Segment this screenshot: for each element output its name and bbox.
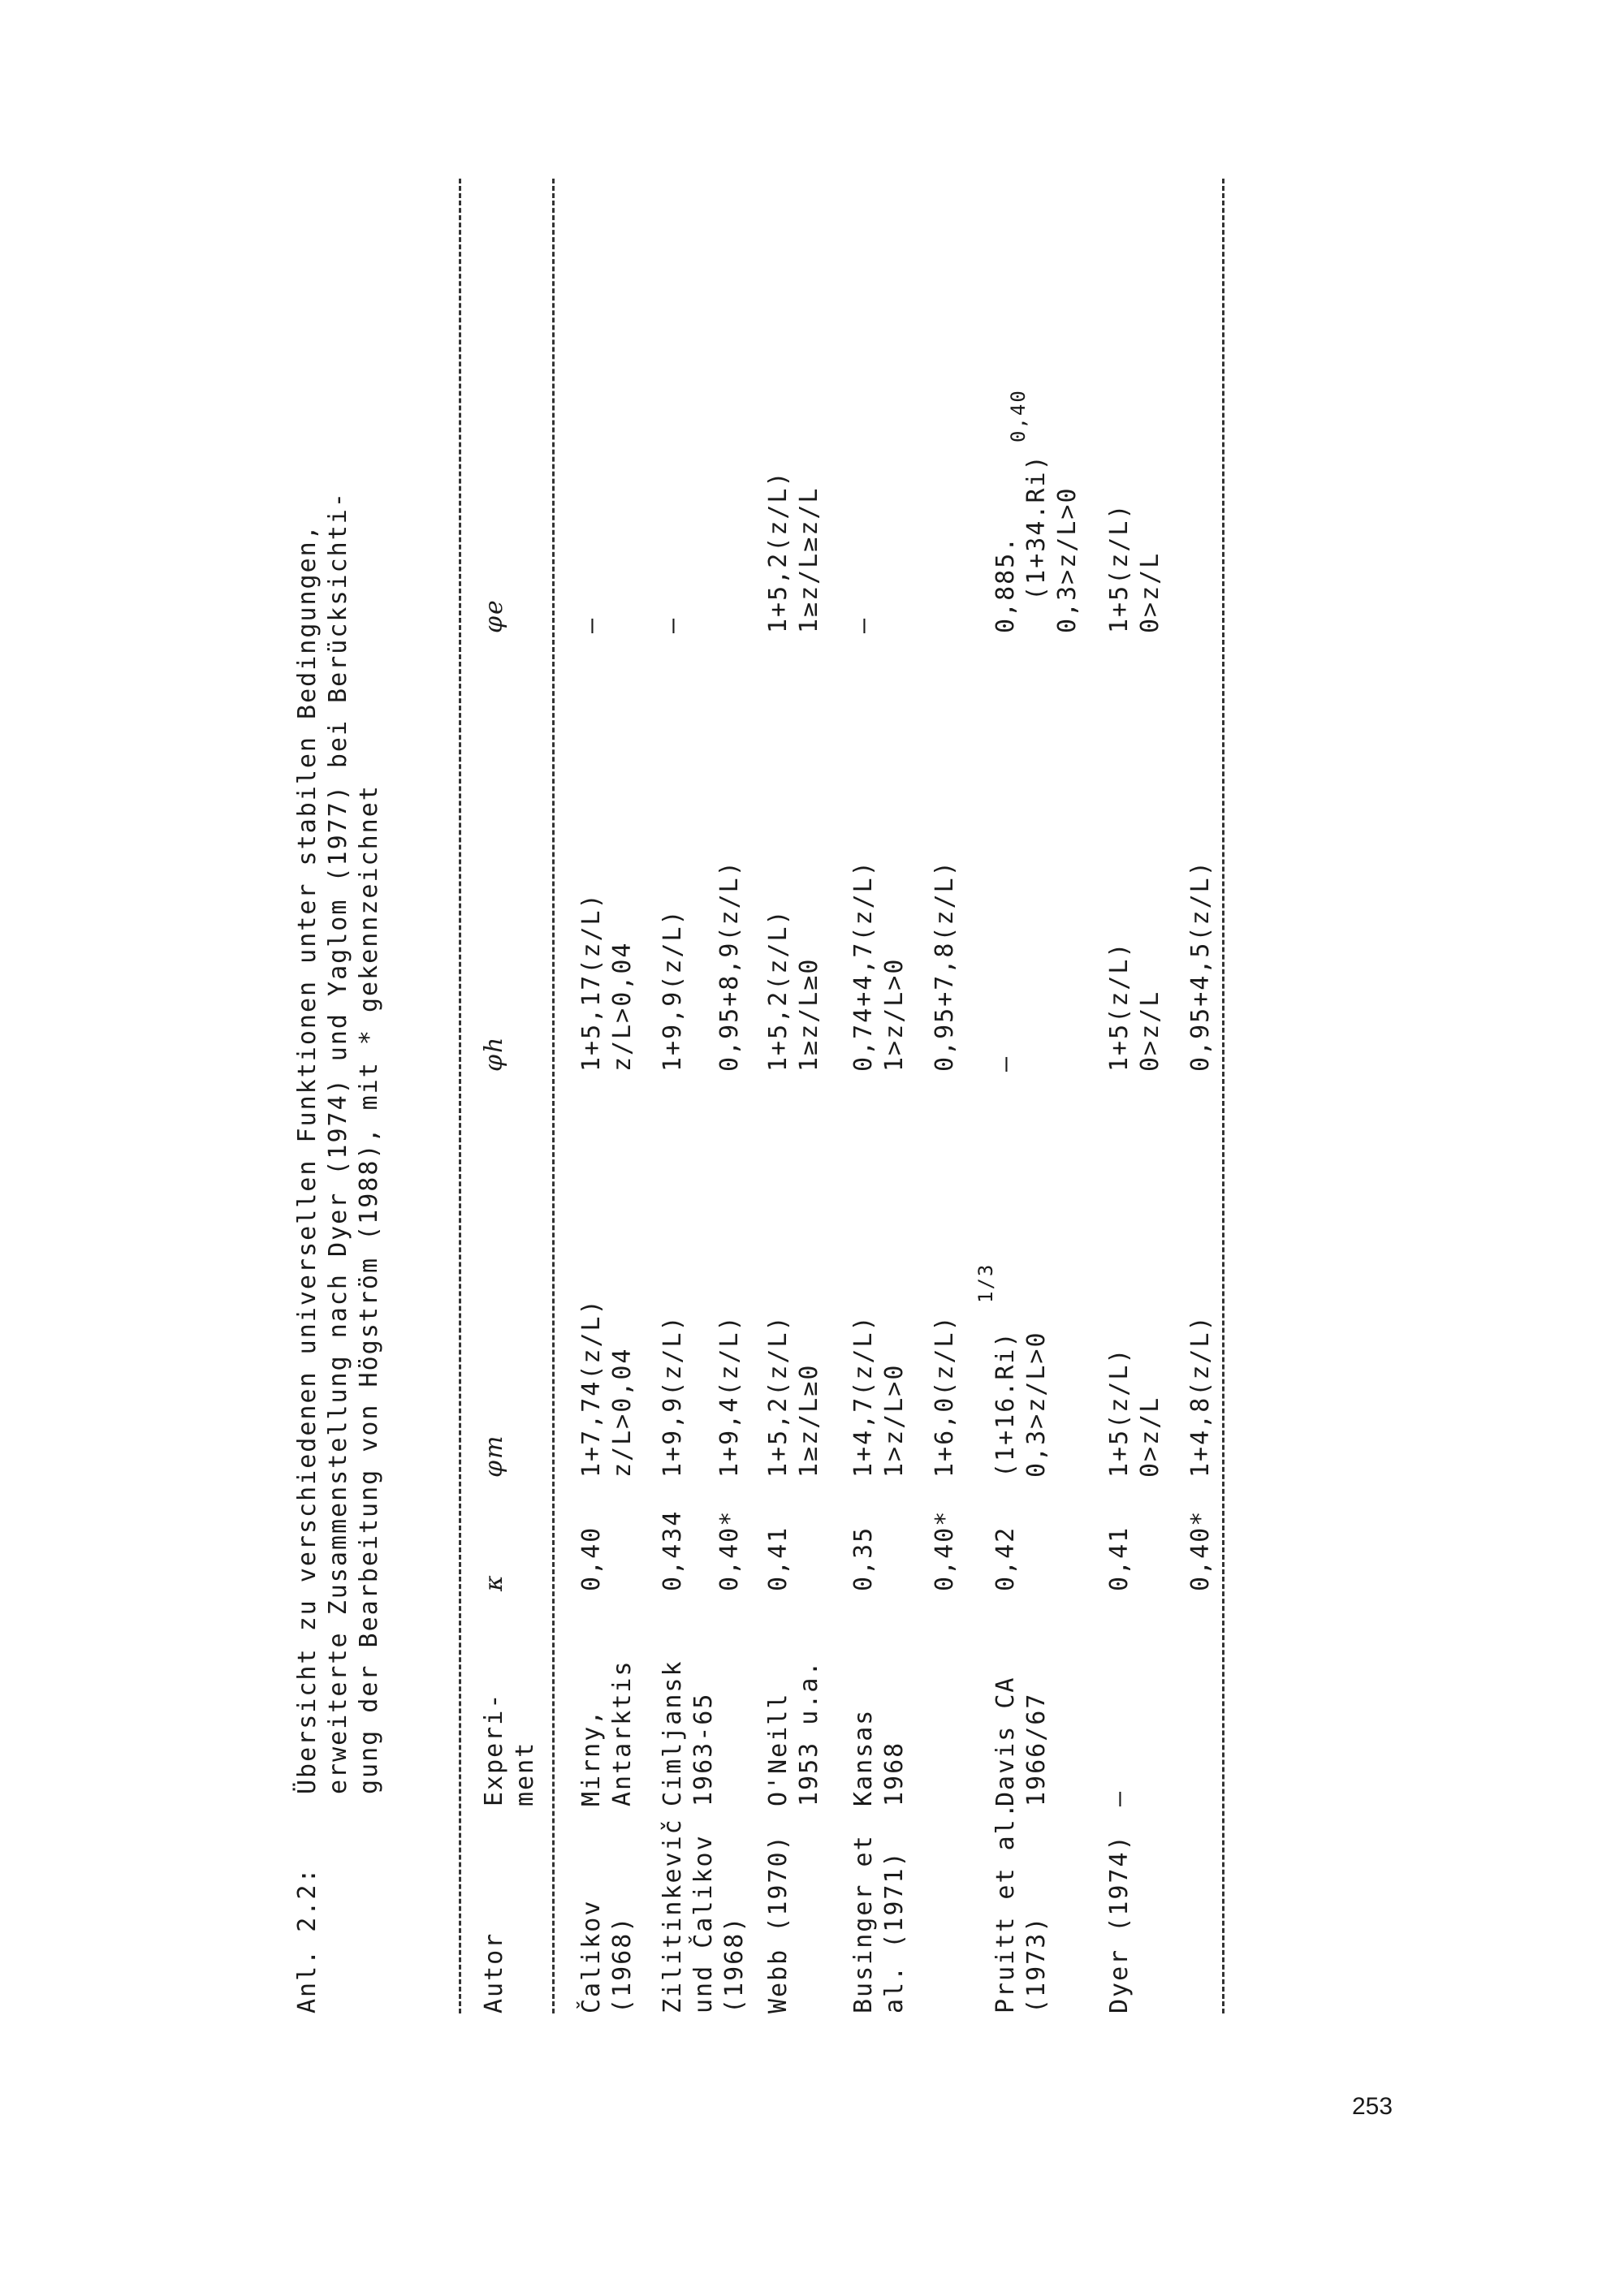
table-row-7-autor: Dyer (1974)	[1105, 1834, 1134, 2013]
table-row-4-phi-h: 0,74+4,7(z/L) 1>z/L>0	[849, 860, 909, 1072]
table-row-8-phi-h: 0,95+4,5(z/L)	[1186, 860, 1215, 1072]
table-row-4-phi-m: 1+4,7(z/L) 1>z/L>0	[849, 1314, 909, 1478]
table-row-6-phi-e: 0,885. (1+34.Ri) 0,3>z/L>0	[991, 454, 1082, 633]
table-row-8-phi-m: 1+4,8(z/L)	[1186, 1314, 1215, 1478]
bottom-rule	[1222, 179, 1224, 2013]
caption-line-3: gung der Bearbeitung von Högström (1988), mit * gekennzeichnet	[355, 784, 383, 1794]
table-row-0-kappa: 0,40	[577, 1526, 606, 1591]
table-row-6-phi-h: –	[991, 1055, 1020, 1072]
header-phi-h: φh	[480, 1035, 508, 1072]
table-row-1-phi-e: –	[659, 616, 687, 633]
table-row-1-autor: Zilitinkevič und Čalikov (1968)	[659, 1818, 749, 2013]
table-row-8-kappa: 0,40*	[1186, 1509, 1215, 1591]
table-row-1-experiment: Cimljansk 1963-65	[659, 1659, 718, 1806]
top-rule	[459, 179, 461, 2013]
table-row-6-phi-m: (1+16.Ri) 0,3>z/L>0	[991, 1331, 1051, 1478]
caption-label: Anl. 2.2:	[293, 1867, 322, 2013]
table-row-6-autor: Pruitt et al. (1973)	[991, 1802, 1051, 2013]
table-row-3-phi-m: 1+5,2(z/L) 1≥z/L≥0	[764, 1314, 823, 1478]
table-row-3-autor: Webb (1970)	[764, 1834, 793, 2013]
caption-line-1: Übersicht zu verschiedenen universellen Funktionen unter stabilen Bedingungen,	[293, 524, 322, 1794]
table-row-7-kappa: 0,41	[1105, 1526, 1134, 1591]
table-row-5-phi-m: 1+6,0(z/L)	[931, 1314, 959, 1478]
table-row-4-kappa: 0,35	[849, 1526, 878, 1591]
table-row-3-kappa: 0,41	[764, 1526, 793, 1591]
table-row-0-phi-m: 1+7,74(z/L) z/L>0,04	[577, 1298, 637, 1478]
caption-line-2: erweiterte Zusammenstellung nach Dyer (1974) und Yaglom (1977) bei Berücksichti-	[324, 491, 352, 1794]
table-row-7-phi-e: 1+5(z/L) 0>z/L	[1105, 503, 1164, 633]
table-row-7-phi-h: 1+5(z/L) 0>z/L	[1105, 941, 1164, 1072]
table-row-4-autor: Businger et al. (1971)	[849, 1834, 909, 2013]
rotated-table-sheet	[276, 162, 1364, 2030]
table-row-4-experiment: Kansas 1968	[849, 1708, 909, 1806]
table-row-3-phi-h: 1+5,2(z/L) 1≥z/L≥0	[764, 908, 823, 1072]
table-row-5-kappa: 0,40*	[931, 1509, 959, 1591]
table-row-6-kappa: 0,42	[991, 1526, 1020, 1591]
table-row-5-phi-h: 0,95+7,8(z/L)	[931, 860, 959, 1072]
table-caption	[292, 179, 385, 2013]
header-experiment: Experi- ment	[480, 1692, 539, 1806]
table-row-1-phi-m: 1+9,9(z/L)	[659, 1314, 687, 1478]
table-row-2-phi-m: 1+9,4(z/L)	[715, 1314, 744, 1478]
table-row-3-phi-e: 1+5,2(z/L) 1≥z/L≥z/L	[764, 470, 823, 633]
header-autor: Autor	[480, 1931, 508, 2013]
page-number: 253	[1352, 2093, 1393, 2120]
header-phi-m: φm	[480, 1434, 508, 1478]
table-row-0-autor: Čalikov (1968)	[577, 1899, 637, 2013]
table-row-1-kappa: 0,434	[659, 1509, 687, 1591]
table-row-3-experiment: O'Neill 1953 u.a.	[764, 1659, 823, 1806]
table-row-7-experiment: –	[1105, 1789, 1134, 1806]
table-row-7-phi-m: 1+5(z/L) 0>z/L	[1105, 1347, 1164, 1478]
table-row-6-experiment: Davis CA 1966/67	[991, 1676, 1051, 1806]
table-row-2-kappa: 0,40*	[715, 1509, 744, 1591]
table-row-4-phi-e: –	[849, 616, 878, 633]
table-row-1-phi-h: 1+9,9(z/L)	[659, 908, 687, 1072]
table-row-0-phi-e: –	[577, 616, 606, 633]
table-row-6-phi-m-exponent: 1/3	[974, 1262, 997, 1303]
header-rule	[552, 179, 555, 2013]
header-kappa: κ	[480, 1573, 508, 1591]
table-row-6-phi-e-exponent: 0,40	[1007, 389, 1030, 442]
table-row-0-experiment: Mirny, Antarktis	[577, 1659, 637, 1806]
header-phi-e: φe	[480, 598, 508, 633]
table-row-0-phi-h: 1+5,17(z/L) z/L>0,04	[577, 892, 637, 1072]
table-row-2-phi-h: 0,95+8,9(z/L)	[715, 860, 744, 1072]
